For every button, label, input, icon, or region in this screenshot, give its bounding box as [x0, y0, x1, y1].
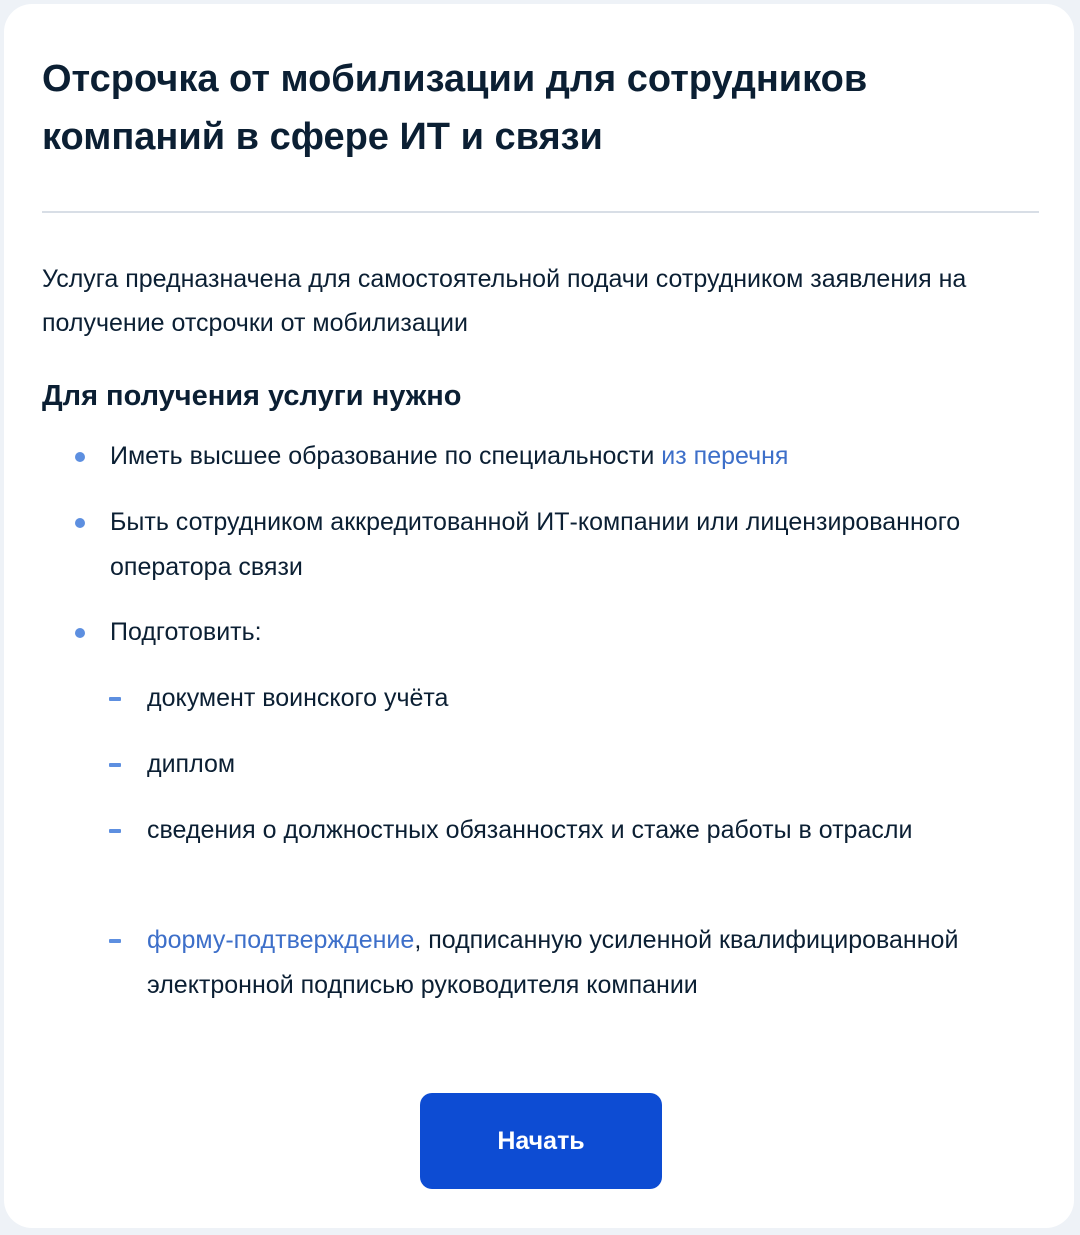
requirement-text: Подготовить:	[110, 618, 262, 646]
dash-icon	[109, 939, 121, 943]
requirement-text: Иметь высшее образование по специальности	[110, 442, 662, 470]
document-item-confirmation-form	[147, 918, 977, 1008]
bullet-icon	[75, 452, 85, 462]
dash-icon	[109, 763, 121, 767]
requirement-text: Быть сотрудником аккредитованной ИТ-компании или лицензированного оператора связи	[110, 508, 961, 581]
document-text: , подписанную усиленной квалифицированной электронной подписью руководителя компании	[147, 926, 959, 999]
dash-icon	[109, 829, 121, 833]
document-text: сведения о должностных обязанностях и стаже работы в отрасли	[147, 816, 913, 844]
requirement-item-education	[110, 434, 970, 479]
confirmation-form-link[interactable]: форму-подтверждение	[147, 926, 415, 954]
document-text: документ воинского учёта	[147, 684, 449, 712]
divider	[42, 211, 1039, 213]
document-text: диплом	[147, 750, 236, 778]
page-title: Отсрочка от мобилизации для сотрудников компаний в сфере ИТ и связи	[42, 58, 868, 158]
document-item-military-record	[147, 676, 977, 721]
dash-icon	[109, 697, 121, 701]
requirement-item-employee	[110, 500, 970, 590]
document-item-diploma	[147, 742, 977, 787]
document-item-job-info	[147, 808, 977, 853]
bullet-icon	[75, 628, 85, 638]
specialty-list-link[interactable]: из перечня	[661, 442, 789, 470]
service-card	[4, 4, 1074, 1228]
start-button[interactable]: Начать	[420, 1093, 662, 1189]
requirement-item-prepare	[110, 610, 970, 655]
bullet-icon	[75, 518, 85, 528]
requirements-title: Для получения услуги нужно	[42, 380, 462, 412]
service-description: Услуга предназначена для самостоятельной подачи сотрудником заявления на получение отсрочки от мобилизации	[42, 265, 967, 337]
